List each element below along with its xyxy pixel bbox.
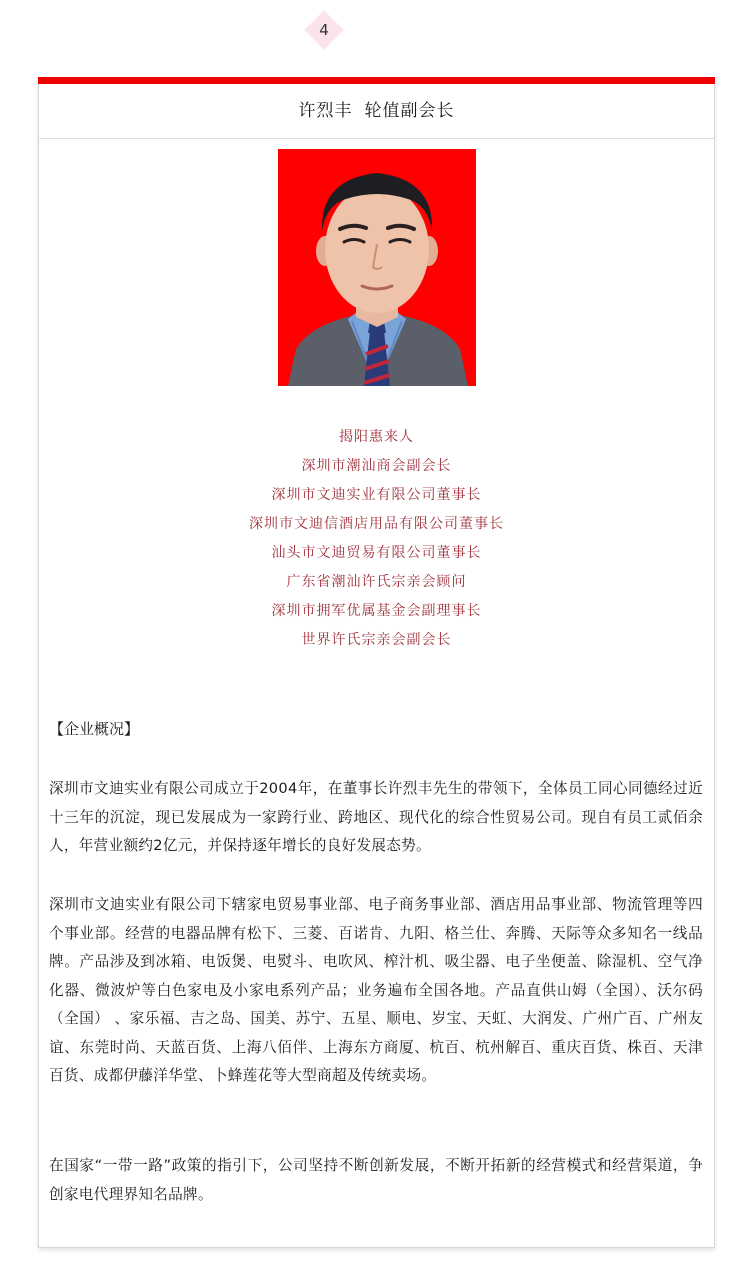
role-line: 汕头市文迪贸易有限公司董事长 [271, 545, 482, 561]
portrait-illustration [278, 149, 476, 386]
profile-card [38, 77, 715, 1248]
paragraph-business: 深圳市文迪实业有限公司下辖家电贸易事业部、电子商务事业部、酒店用品事业部、物流管理等四个事业部。经营的电器品牌有松下、三菱、百诺肯、九阳、格兰仕、奔腾、天际等众多知名一线品牌。产品涉及到冰箱、电饭煲、电熨斗、电吹风、榨汁机、吸尘器、电子坐便盖、除湿机、空气净化器、微波炉等白色家电及小家电系列产品；业务遍布全国各地。产品直供山姆（全国）、沃尔码（全国） 、家乐福、吉之岛、国美、苏宁、五星、顺电、岁宝、天虹、大润发、广州广百、广州友谊、东莞时尚、天蓝百货、上海八佰伴、上海东方商厦、杭百、杭州解百、重庆百货、株百、天津百货、成都伊藤洋华堂、卜蜂莲花等大型商超及传统卖场。 [49, 896, 703, 1084]
badge-number: 4 [319, 21, 329, 39]
section-number-badge [304, 10, 344, 50]
role-line: 深圳市文迪信酒店用品有限公司董事长 [249, 516, 504, 532]
person-title: 轮值副会长 [364, 101, 455, 121]
card-accent-bar [38, 77, 715, 84]
role-line: 世界许氏宗亲会副会长 [301, 632, 452, 648]
portrait-photo [278, 149, 476, 386]
card-title [39, 84, 714, 139]
person-name: 许烈丰 [298, 101, 353, 121]
section-heading: 【企业概况】 [49, 720, 140, 738]
paragraph-strategy: 在国家“一带一路”政策的指引下，公司坚持不断创新发展，不断开拓新的经营模式和经营渠道，争创家电代理界知名品牌。 [49, 1157, 703, 1203]
paragraph-overview: 深圳市文迪实业有限公司成立于2004年，在董事长许烈丰先生的带领下，全体员工同心同德经过近十三年的沉淀，现已发展成为一家跨行业、跨地区、现代化的综合性贸易公司。现自有员工贰佰余人，年营业额约2亿元，并保持逐年增长的良好发展态势。 [49, 780, 703, 854]
roles-list [39, 423, 714, 655]
role-line: 广东省潮汕许氏宗亲会顾问 [286, 574, 467, 590]
role-line: 深圳市文迪实业有限公司董事长 [271, 487, 482, 503]
role-line: 揭阳惠来人 [339, 429, 414, 445]
role-line: 深圳市潮汕商会副会长 [301, 458, 452, 474]
role-line: 深圳市拥军优属基金会副理事长 [271, 603, 482, 619]
